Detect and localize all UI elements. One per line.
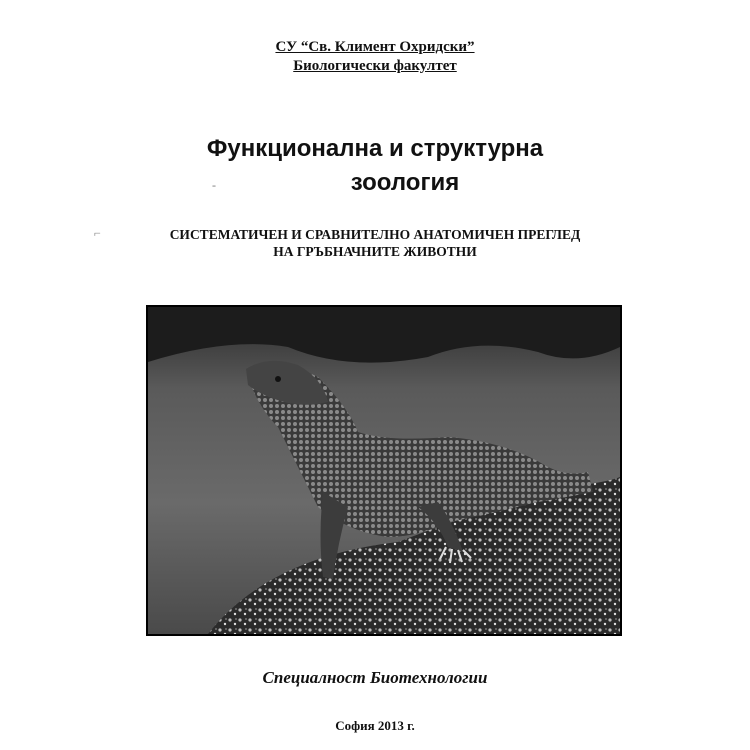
publication-imprint: София 2013 г. xyxy=(335,718,415,733)
title-line-2: зоология xyxy=(350,169,460,196)
cover-photo-lizard xyxy=(146,305,622,636)
book-subtitle xyxy=(0,226,750,260)
book-title xyxy=(0,132,750,200)
scan-speck: - xyxy=(212,178,216,192)
scan-edge-mark: ⌐ xyxy=(94,226,101,240)
subtitle-line-2: НА ГРЪБНАЧНИТЕ ЖИВОТНИ xyxy=(273,244,477,259)
specialty-label: Специалност Биотехнологии xyxy=(262,668,488,687)
university-name: СУ “Св. Климент Охридски” xyxy=(275,39,475,55)
university-header xyxy=(0,38,750,76)
faculty-name: Биологически факултет xyxy=(293,58,457,74)
title-line-1: Функционална и структурна xyxy=(206,135,544,162)
subtitle-line-1: СИСТЕМАТИЧЕН И СРАВНИТЕЛНО АНАТОМИЧЕН ПРЕГЛЕД xyxy=(169,227,581,242)
lizard-photo-illustration xyxy=(148,307,620,634)
